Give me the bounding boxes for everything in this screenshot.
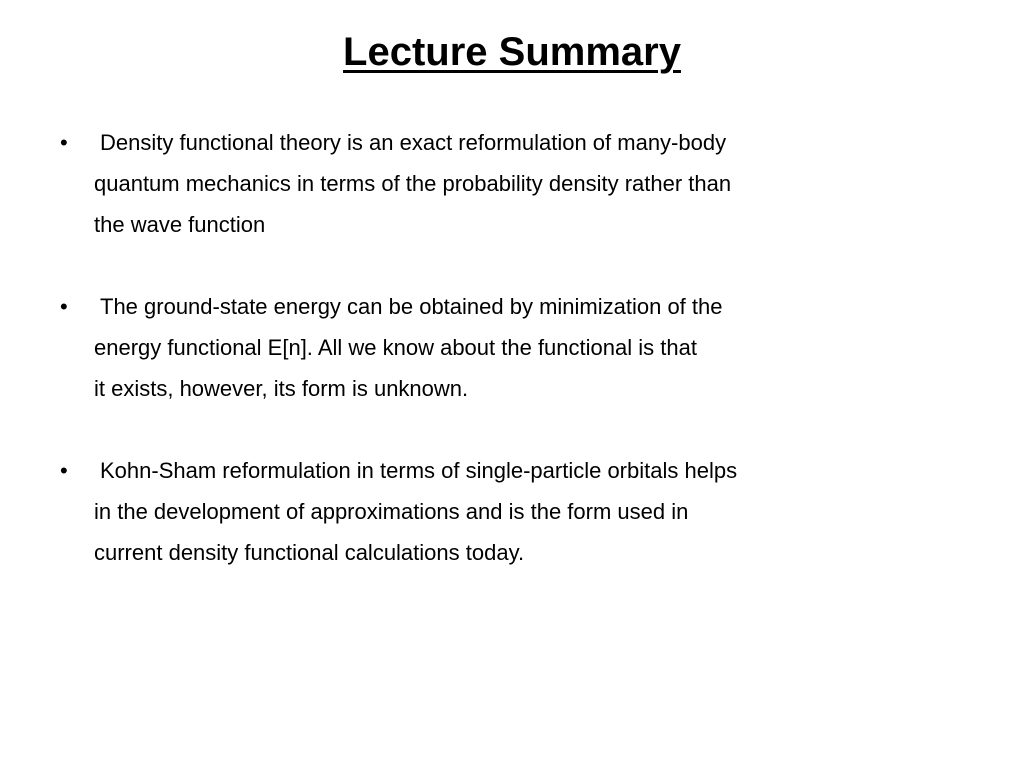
bullet-item-density-functional-theory [58,122,958,245]
bullet-3-line-1: Kohn-Sham reformulation in terms of single-particle orbitals helps [100,458,738,483]
slide-title-text: Lecture Summary [343,30,681,74]
bullet-marker: • [60,130,68,155]
bullet-list [58,122,958,614]
bullet-3-line-3: current density functional calculations today. [94,540,525,565]
bullet-item-kohn-sham [58,450,958,573]
bullet-marker: • [60,294,68,319]
bullet-1-line-2: quantum mechanics in terms of the probability density rather than [94,171,732,196]
bullet-2-line-2: energy functional E[n]. All we know about the functional is that [94,335,697,360]
bullet-2-line-1: The ground-state energy can be obtained by minimization of the [100,294,723,319]
bullet-1-line-1: Density functional theory is an exact reformulation of many-body [100,130,727,155]
bullet-item-ground-state-energy [58,286,958,409]
slide-title [0,26,1024,78]
bullet-3-line-2: in the development of approximations and is the form used in [94,499,689,524]
bullet-2-line-3: it exists, however, its form is unknown. [94,376,469,401]
bullet-marker: • [60,458,68,483]
bullet-1-line-3: the wave function [94,212,266,237]
